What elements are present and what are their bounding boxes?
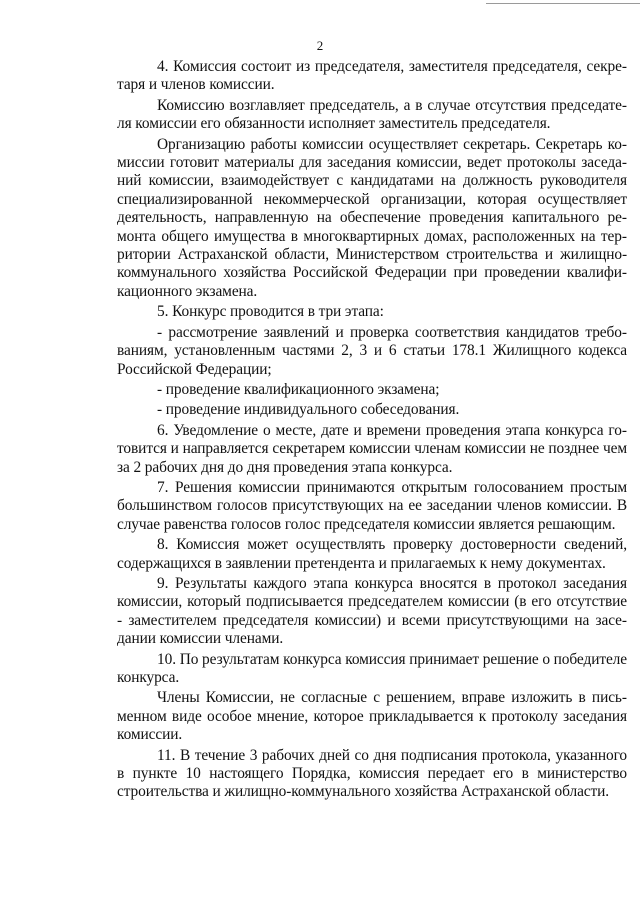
paragraph-5: 5. Конкурс проводится в три этапа: bbox=[157, 303, 384, 321]
paragraph-4-chair: Комиссию возглавляет председатель, а в случае отсутствия председателя комиссии его обязанности исполняет заместитель председателя. bbox=[117, 96, 627, 133]
paragraph-7: 7. Решения комиссии принимаются открытым голосованием простым большинством голосов присутствующих на ее заседании членов комиссии. В случае равенства голосов голос председателя комиссии является решающим. bbox=[117, 478, 627, 533]
paragraph-4: 4. Комиссия состоит из председателя, заместителя председателя, секретаря и членов комиссии. bbox=[117, 58, 627, 94]
paragraph-9: 9. Результаты каждого этапа конкурса вносятся в протокол заседания комиссии, который подписывается председателем комиссии (в его отсутствие - заместителем председателя комиссии) и всеми присутствующими на заседании комиссии членами. bbox=[117, 574, 627, 648]
paragraph-4-secretary: Организацию работы комиссии осуществляет секретарь. Секретарь комиссии готовит материалы для заседания комиссии, ведет протоколы заседаний комиссии, взаимодействует с кандидатами на должность руководителя специализированной некоммерческой организации, которая осуществляет деятельность, направленную на обеспечение проведения капитального ремонта общего имущества в многоквартирных домах, расположенных на территории Астраханской области, Министерством строительства и жилищно-коммунального хозяйства Российской Федерации при проведении квалификационного экзамена. bbox=[117, 135, 627, 300]
paragraph-10-dissent: Члены Комиссии, не согласные с решением, вправе изложить в письменном виде особое мнение, которое прикладывается к протоколу заседания комиссии. bbox=[117, 689, 627, 744]
paragraph-5-stage-2: - проведение квалификационного экзамена; bbox=[157, 380, 440, 398]
paragraph-5-stage-1: - рассмотрение заявлений и проверка соответствия кандидатов требованиям, установленным частями 2, 3 и 6 статьи 178.1 Жилищного кодекса Российской Федерации; bbox=[117, 323, 627, 378]
paragraph-5-stage-3: - проведение индивидуального собеседования. bbox=[157, 401, 460, 419]
document-body bbox=[117, 58, 627, 802]
paragraph-6: 6. Уведомление о месте, дате и времени проведения этапа конкурса готовится и направляется секретарем комиссии членам комиссии не позднее чем за 2 рабочих дня до дня проведения этапа конкурса. bbox=[117, 421, 627, 476]
paragraph-10: 10. По результатам конкурса комиссия принимает решение о победителе конкурса. bbox=[117, 650, 627, 686]
paragraph-8: 8. Комиссия может осуществлять проверку достоверности сведений, содержащихся в заявлении претендента и прилагаемых к нему документах. bbox=[117, 536, 627, 572]
page-number: 2 bbox=[316, 38, 324, 53]
paragraph-11: 11. В течение 3 рабочих дней со дня подписания протокола, указанного в пункте 10 настоящего Порядка, комиссия передает его в министерство строительства и жилищно-коммунального хозяйства Астраханской области. bbox=[117, 746, 627, 801]
